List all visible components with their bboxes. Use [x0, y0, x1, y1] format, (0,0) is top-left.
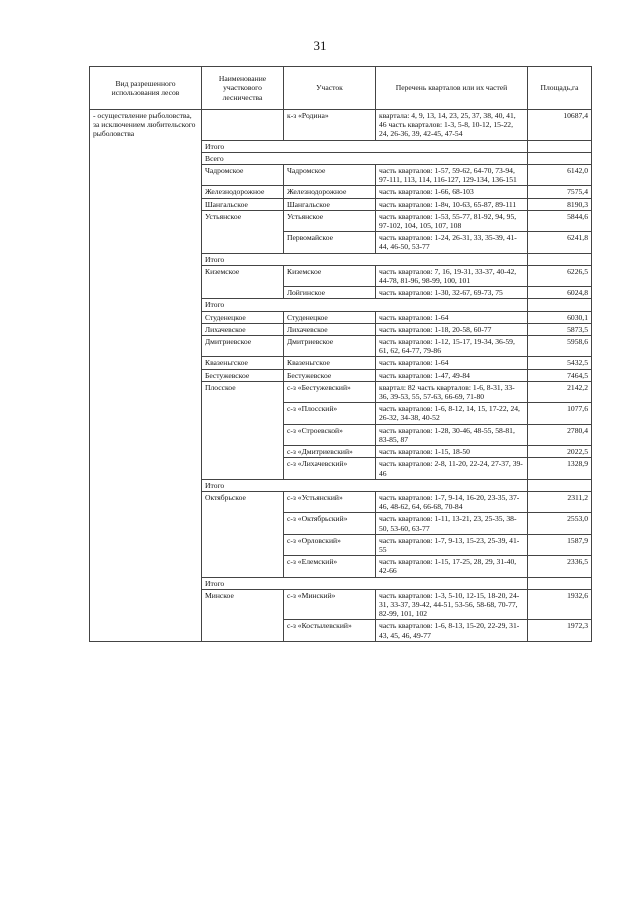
total-label: Итого [202, 299, 528, 311]
plot-cell: Железнодорожное [284, 186, 376, 198]
total-blank-cell [528, 479, 592, 491]
quarters-cell: часть кварталов: 1-64 [376, 357, 528, 369]
plot-cell: Студенецкое [284, 311, 376, 323]
header-usage: Вид разрешенного использования лесов [90, 67, 202, 110]
quarters-cell: квартала: 4, 9, 13, 14, 23, 25, 37, 38, 40, 41, 46 часть кварталов: 1-3, 5-8, 10-12, 15-22, 24, 26-36, 39, 42-45, 47-54 [376, 110, 528, 141]
plot-cell: Чадромское [284, 165, 376, 186]
plot-cell: с-з «Минский» [284, 589, 376, 620]
plot-cell: Лойгинское [284, 287, 376, 299]
total-label: Итого [202, 479, 528, 491]
header-forestry: Наименование участкового лесничества [202, 67, 284, 110]
quarters-cell: часть кварталов: 1-57, 59-62, 64-70, 73-94, 97-111, 113, 114, 116-127, 129-134, 136-151 [376, 165, 528, 186]
plot-cell: с-з «Бестужевский» [284, 381, 376, 402]
area-cell: 8190,3 [528, 198, 592, 210]
forestry-cell [202, 110, 284, 141]
total-label: Всего [202, 152, 528, 164]
forestry-cell: Шангальское [202, 198, 284, 210]
plot-cell: с-з «Костылевский» [284, 620, 376, 641]
forestry-cell: Железнодорожное [202, 186, 284, 198]
area-cell: 2142,2 [528, 381, 592, 402]
plot-cell: к-з «Родина» [284, 110, 376, 141]
area-cell: 6024,8 [528, 287, 592, 299]
total-label: Итого [202, 140, 528, 152]
total-label: Итого [202, 577, 528, 589]
quarters-cell: часть кварталов: 1-11, 13-21, 23, 25-35, 38-50, 53-60, 63-77 [376, 513, 528, 534]
total-blank-cell [528, 577, 592, 589]
area-cell: 2022,5 [528, 446, 592, 458]
area-cell: 2336,5 [528, 556, 592, 577]
plot-cell: с-з «Лихачевский» [284, 458, 376, 479]
quarters-cell: часть кварталов: 1-7, 9-13, 15-23, 25-39, 41-55 [376, 534, 528, 555]
area-cell: 5873,5 [528, 323, 592, 335]
plot-cell: Дмитриевское [284, 336, 376, 357]
area-cell: 6226,5 [528, 265, 592, 286]
forestry-cell: Киземское [202, 265, 284, 299]
area-cell: 2553,0 [528, 513, 592, 534]
quarters-cell: часть кварталов: 1-64 [376, 311, 528, 323]
quarters-cell: часть кварталов: 1-53, 55-77, 81-92, 94, 95, 97-102, 104, 105, 107, 108 [376, 210, 528, 231]
area-cell: 1328,9 [528, 458, 592, 479]
header-plot: Участок [284, 67, 376, 110]
forestry-cell: Дмитриевское [202, 336, 284, 357]
quarters-cell: часть кварталов: 1-15, 18-50 [376, 446, 528, 458]
quarters-cell: часть кварталов: 1-18, 20-58, 60-77 [376, 323, 528, 335]
header-quarters: Перечень кварталов или их частей [376, 67, 528, 110]
plot-cell: с-з «Октябрьский» [284, 513, 376, 534]
quarters-cell: часть кварталов: 1-6, 8-12, 14, 15, 17-22, 24, 26-32, 34-38, 40-52 [376, 403, 528, 424]
area-cell: 2780,4 [528, 424, 592, 445]
area-cell: 5958,6 [528, 336, 592, 357]
forestry-cell: Чадромское [202, 165, 284, 186]
plot-cell: с-з «Дмитриевский» [284, 446, 376, 458]
area-cell: 1077,6 [528, 403, 592, 424]
usage-type-cell: - осуществление рыболовства, за исключением любительского рыболовства [90, 110, 202, 642]
quarters-cell: часть кварталов: 1-66, 68-103 [376, 186, 528, 198]
table-row [90, 110, 592, 141]
page-number: 31 [313, 38, 327, 53]
plot-cell: с-з «Орловский» [284, 534, 376, 555]
area-cell: 1932,6 [528, 589, 592, 620]
quarters-cell: часть кварталов: 2-8, 11-20, 22-24, 27-37, 39-46 [376, 458, 528, 479]
forestry-cell: Лихачевское [202, 323, 284, 335]
area-cell: 5844,6 [528, 210, 592, 231]
plot-cell: Квазеньгское [284, 357, 376, 369]
plot-cell: Бестужевское [284, 369, 376, 381]
plot-cell: Лихачевское [284, 323, 376, 335]
area-cell: 1972,3 [528, 620, 592, 641]
quarters-cell: часть кварталов: 1-30, 32-67, 69-73, 75 [376, 287, 528, 299]
plot-cell: Киземское [284, 265, 376, 286]
forestry-cell: Студенецкое [202, 311, 284, 323]
plot-cell: с-з «Строевской» [284, 424, 376, 445]
quarters-cell: часть кварталов: 1-6, 8-13, 15-20, 22-29, 31-43, 45, 46, 49-77 [376, 620, 528, 641]
forestry-cell: Плосское [202, 381, 284, 479]
plot-cell: Устьянское [284, 210, 376, 231]
plot-cell: с-з «Устьянский» [284, 491, 376, 512]
plot-cell: Шангальское [284, 198, 376, 210]
quarters-cell: квартал: 82 часть кварталов: 1-6, 8-31, 33-36, 39-53, 55, 57-63, 66-69, 71-80 [376, 381, 528, 402]
area-cell: 7464,5 [528, 369, 592, 381]
quarters-cell: часть кварталов: 1-24, 26-31, 33, 35-39, 41- 44, 46-50, 53-77 [376, 232, 528, 253]
quarters-cell: часть кварталов: 1-47, 49-84 [376, 369, 528, 381]
table-header-row [90, 67, 592, 110]
area-cell: 1587,9 [528, 534, 592, 555]
header-area: Площадь,га [528, 67, 592, 110]
quarters-cell: часть кварталов: 1-28, 30-46, 48-55, 58-81, 83-85, 87 [376, 424, 528, 445]
quarters-cell: часть кварталов: 1-7, 9-14, 16-20, 23-35, 37-46, 48-62, 64, 66-68, 70-84 [376, 491, 528, 512]
quarters-cell: часть кварталов: 1-8ч, 10-63, 65-87, 89-111 [376, 198, 528, 210]
plot-cell: Первомайское [284, 232, 376, 253]
total-label: Итого [202, 253, 528, 265]
total-blank-cell [528, 140, 592, 152]
area-cell: 5432,5 [528, 357, 592, 369]
area-cell: 7575,4 [528, 186, 592, 198]
forestry-cell: Бестужевское [202, 369, 284, 381]
forestry-cell: Устьянское [202, 210, 284, 253]
forestry-cell: Квазеньгское [202, 357, 284, 369]
quarters-cell: часть кварталов: 1-15, 17-25, 28, 29, 31-40, 42-66 [376, 556, 528, 577]
area-cell: 10687,4 [528, 110, 592, 141]
total-blank-cell [528, 253, 592, 265]
forest-usage-table [89, 66, 592, 642]
quarters-cell: часть кварталов: 7, 16, 19-31, 33-37, 40-42, 44-78, 81-96, 98-99, 100, 101 [376, 265, 528, 286]
total-blank-cell [528, 299, 592, 311]
plot-cell: с-з «Елемский» [284, 556, 376, 577]
area-cell: 6142,0 [528, 165, 592, 186]
total-blank-cell [528, 152, 592, 164]
quarters-cell: часть кварталов: 1-3, 5-10, 12-15, 18-20, 24-31, 33-37, 39-42, 44-51, 53-56, 58-68, 70-77, 82-99, 101, 102 [376, 589, 528, 620]
forestry-cell: Минское [202, 589, 284, 641]
area-cell: 6030,1 [528, 311, 592, 323]
plot-cell: с-з «Плосский» [284, 403, 376, 424]
area-cell: 6241,8 [528, 232, 592, 253]
forestry-cell: Октябрьское [202, 491, 284, 577]
area-cell: 2311,2 [528, 491, 592, 512]
quarters-cell: часть кварталов: 1-12, 15-17, 19-34, 36-59, 61, 62, 64-77, 79-86 [376, 336, 528, 357]
